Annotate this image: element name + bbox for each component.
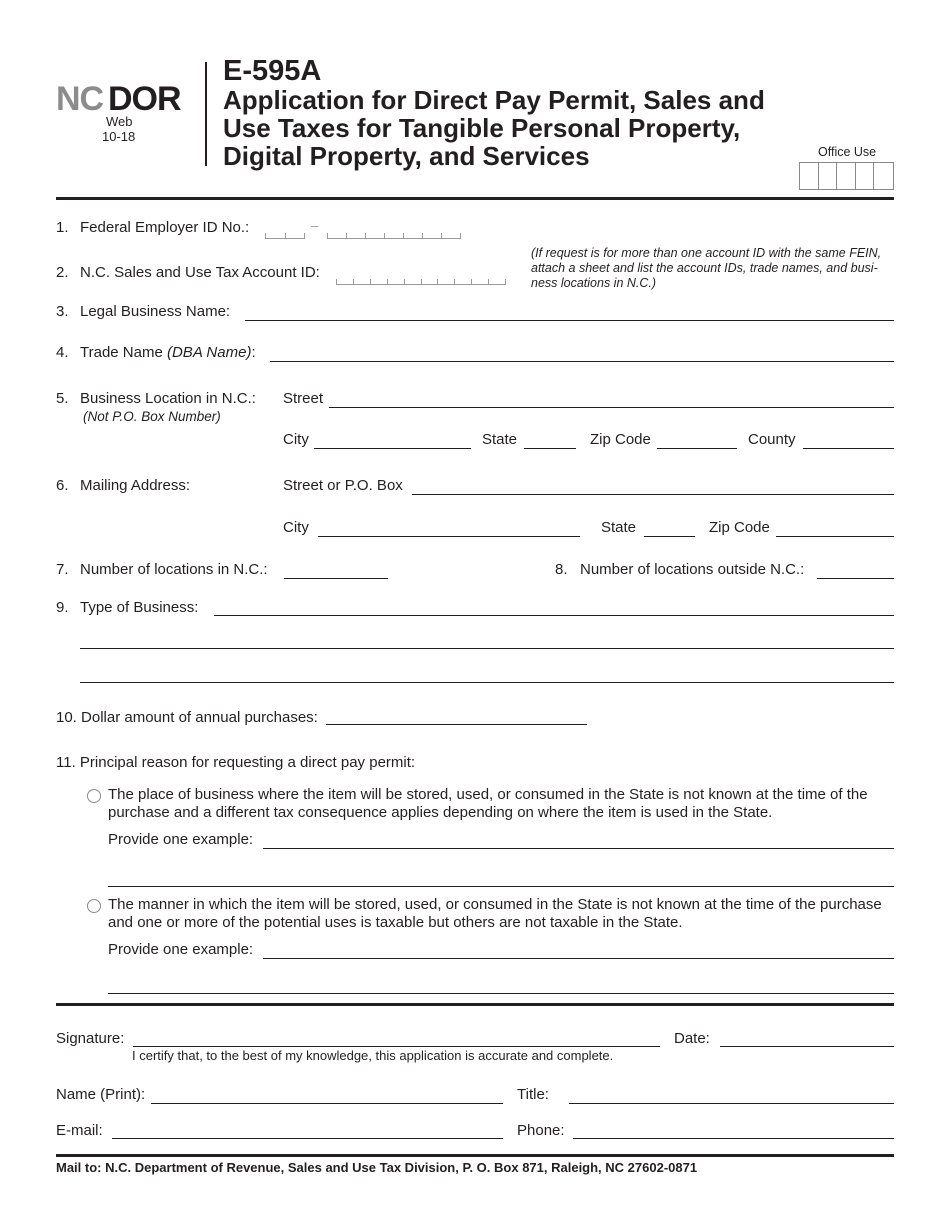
field7-number: 7. [56,561,69,578]
reason-option2-radio[interactable] [87,899,101,913]
certify-statement: I certify that, to the best of my knowledge, this application is accurate and complete. [132,1048,614,1063]
type-of-business-input-line1[interactable] [214,615,894,616]
header-rule [56,197,894,200]
field8-number: 8. [555,561,568,578]
field8-label: Number of locations outside N.C.: [580,561,805,578]
form-title-line1: Application for Direct Pay Permit, Sales and [223,85,765,115]
business-street-input[interactable] [329,407,894,408]
option1-example-label: Provide one example: [108,831,254,848]
phone-label: Phone: [517,1122,565,1139]
reason-option1-radio[interactable] [87,789,101,803]
signature-label: Signature: [56,1030,125,1047]
email-label: E-mail: [56,1122,103,1139]
version-label: 10-18 [102,129,136,144]
footer-rule [56,1154,894,1157]
field1-label: Federal Employer ID No.: [80,219,250,236]
form-title-line3: Digital Property, and Services [223,141,590,171]
business-state-input[interactable] [524,448,576,449]
business-county-input[interactable] [803,448,894,449]
mailing-zip-label: Zip Code [709,519,770,536]
reason-option1-line1: The place of business where the item will be stored, used, or consumed in the State is not known at the time of the [108,786,868,803]
mailing-street-label: Street or P.O. Box [283,477,403,494]
business-county-label: County [748,431,796,448]
business-zip-label: Zip Code [590,431,651,448]
option2-example-label: Provide one example: [108,941,254,958]
email-input[interactable] [112,1138,503,1139]
logo-dor-text: DOR [108,80,181,118]
field4-number: 4. [56,344,69,361]
field2-note-line3: ness locations in N.C.) [531,276,657,290]
field7-label: Number of locations in N.C.: [80,561,268,578]
field11-label: 11. Principal reason for requesting a direct pay permit: [56,754,416,771]
fein-dash: – [311,218,319,233]
field2-note-line1: (If request is for more than one account ID with the same FEIN, [531,246,882,260]
field1-number: 1. [56,219,69,236]
option1-example-input-line2[interactable] [108,886,894,887]
web-label: Web [106,114,133,129]
phone-input[interactable] [573,1138,894,1139]
field6-label: Mailing Address: [80,477,191,494]
field4-label [80,344,256,362]
office-use-label: Office Use [818,145,877,159]
account-id-input[interactable] [336,279,506,285]
mailing-city-input[interactable] [318,536,580,537]
form-number: E-595A [223,55,322,87]
reason-option2-line2: and one or more of the potential uses is taxable but others are not taxable in the State. [108,914,683,931]
mailing-zip-input[interactable] [776,536,894,537]
field2-label: N.C. Sales and Use Tax Account ID: [80,264,320,281]
field2-note-line2: attach a sheet and list the account IDs, trade names, and busi- [531,261,878,275]
mailing-street-input[interactable] [412,494,894,495]
logo-nc-text: NC [56,80,104,118]
field4-colon: : [251,344,256,361]
option1-example-input-line1[interactable] [263,848,894,849]
field4-label-italic: (DBA Name) [166,344,252,361]
field6-number: 6. [56,477,69,494]
fein-suffix-input[interactable] [327,233,461,239]
field5-label: Business Location in N.C.: [80,390,256,407]
business-zip-input[interactable] [657,448,737,449]
name-label: Name (Print): [56,1086,146,1103]
trade-name-input[interactable] [270,361,894,362]
office-use-boxes [799,162,894,190]
signature-section-rule [56,1003,894,1006]
type-of-business-input-line3[interactable] [80,682,894,683]
business-state-label: State [482,431,518,448]
reason-option2-line1: The manner in which the item will be stored, used, or consumed in the State is not known at the time of the purchase [108,896,882,913]
business-city-label: City [283,431,309,448]
reason-option1-line2: purchase and a different tax consequence applies depending on where the item is used in the State. [108,804,773,821]
annual-purchases-input[interactable] [326,724,587,725]
locations-in-nc-input[interactable] [284,578,388,579]
field3-label: Legal Business Name: [80,303,231,320]
locations-outside-nc-input[interactable] [817,578,894,579]
date-label: Date: [674,1030,710,1047]
header-divider [205,62,207,166]
mailing-city-label: City [283,519,309,536]
field2-number: 2. [56,264,69,281]
field3-number: 3. [56,303,69,320]
option2-example-input-line2[interactable] [108,993,894,994]
mailing-state-input[interactable] [644,536,695,537]
type-of-business-input-line2[interactable] [80,648,894,649]
fein-prefix-input[interactable] [265,233,305,239]
title-label: Title: [517,1086,549,1103]
mail-to-address: Mail to: N.C. Department of Revenue, Sales and Use Tax Division, P. O. Box 871, Raleigh, NC 27602-0871 [56,1160,698,1175]
option2-example-input-line1[interactable] [263,958,894,959]
business-street-label: Street [283,390,324,407]
field10-label: 10. Dollar amount of annual purchases: [56,709,318,726]
name-input[interactable] [151,1103,503,1104]
signature-input[interactable] [133,1046,660,1047]
field5-number: 5. [56,390,69,407]
title-input[interactable] [569,1103,894,1104]
field5-sublabel: (Not P.O. Box Number) [83,409,221,424]
ncdor-logo [56,80,186,118]
business-city-input[interactable] [314,448,471,449]
form-title-line2: Use Taxes for Tangible Personal Property, [223,113,741,143]
legal-business-name-input[interactable] [245,320,894,321]
field9-number: 9. [56,599,69,616]
date-input[interactable] [720,1046,894,1047]
field9-label: Type of Business: [80,599,199,616]
field4-label-text: Trade Name [80,344,163,361]
mailing-state-label: State [601,519,637,536]
